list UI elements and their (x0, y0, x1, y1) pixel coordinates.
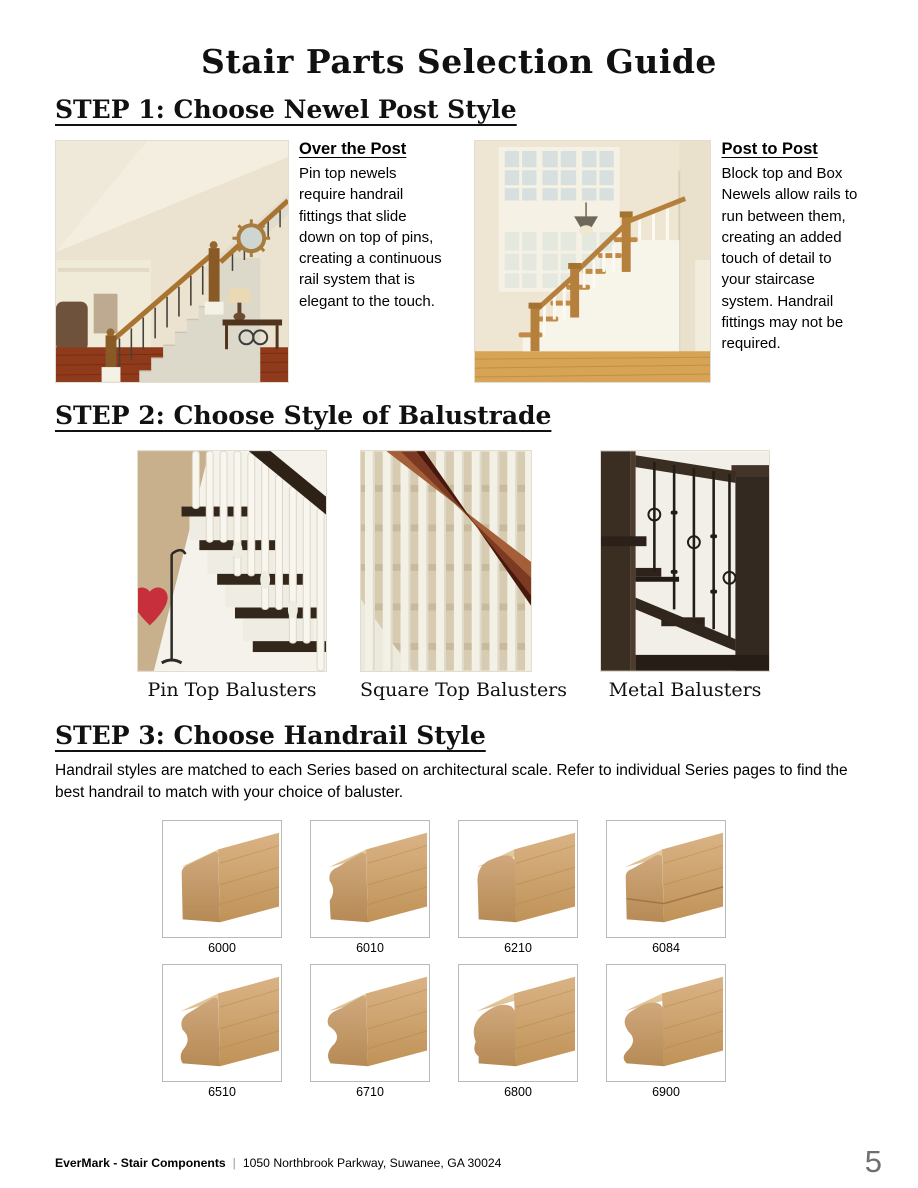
post-to-post-staircase-image (474, 140, 711, 383)
footer-address: 1050 Northbrook Parkway, Suwanee, GA 30024 (242, 1156, 502, 1170)
handrail-card (310, 820, 430, 955)
step3-heading: STEP 3: Choose Handrail Style (55, 721, 486, 750)
footer-separator: | (232, 1156, 236, 1170)
photo-square-top-balusters (360, 450, 567, 701)
handrail-grid (162, 820, 918, 1099)
handrail-6800-image (458, 964, 578, 1082)
step1-heading: STEP 1: Choose Newel Post Style (55, 95, 517, 124)
handrail-label: 6000 (208, 941, 236, 955)
handrail-label: 6210 (504, 941, 532, 955)
handrail-label: 6800 (504, 1085, 532, 1099)
handrail-6000-image (162, 820, 282, 938)
handrail-card (606, 820, 726, 955)
handrail-6900-image (606, 964, 726, 1082)
handrail-card (162, 820, 282, 955)
caption-pin-top-balusters: Pin Top Balusters (147, 679, 317, 701)
handrail-card (310, 964, 430, 1099)
handrail-6010-image (310, 820, 430, 938)
handrail-label: 6510 (208, 1085, 236, 1099)
footer (55, 1156, 501, 1170)
step1-content (55, 140, 863, 383)
over-the-post-description: Pin top newels require handrail fittings that slide down on top of pins, creating a continuous rail system that is elegant to the touch. (299, 165, 442, 310)
post-to-post-description: Block top and Box Newels allow rails to run between them, creating an added touch of detail to your staircase system. Handrail fittings may not be required. (721, 165, 858, 353)
handrail-card (458, 820, 578, 955)
caption-square-top-balusters: Square Top Balusters (360, 679, 568, 701)
post-to-post-blurb (721, 140, 863, 383)
post-to-post-heading: Post to Post (721, 140, 818, 158)
photo-metal-balusters (600, 450, 770, 701)
pin-top-balusters-image (137, 450, 327, 672)
photo-post-to-post (474, 140, 711, 383)
handrail-label: 6900 (652, 1085, 680, 1099)
caption-metal-balusters: Metal Balusters (608, 679, 762, 701)
over-the-post-blurb (299, 140, 446, 383)
square-top-balusters-image (360, 450, 532, 672)
over-the-post-heading: Over the Post (299, 140, 407, 158)
handrail-label: 6010 (356, 941, 384, 955)
handrail-6210-image (458, 820, 578, 938)
handrail-card (458, 964, 578, 1099)
handrail-label: 6084 (652, 941, 680, 955)
photo-over-the-post (55, 140, 289, 383)
handrail-card (606, 964, 726, 1099)
photo-pin-top-balusters (137, 450, 327, 701)
handrail-card (162, 964, 282, 1099)
footer-brand: EverMark - Stair Components (55, 1156, 226, 1170)
handrail-6510-image (162, 964, 282, 1082)
page-number: 5 (864, 1144, 882, 1179)
step2-heading: STEP 2: Choose Style of Balustrade (55, 401, 552, 430)
handrail-label: 6710 (356, 1085, 384, 1099)
handrail-6084-image (606, 820, 726, 938)
step2-content (137, 450, 918, 701)
metal-balusters-image (600, 450, 770, 672)
handrail-6710-image (310, 964, 430, 1082)
page-title: Stair Parts Selection Guide (201, 42, 717, 81)
over-the-post-staircase-image (55, 140, 289, 383)
step3-description: Handrail styles are matched to each Series based on architectural scale. Refer to individual Series pages to find the best handrail to match with your choice of baluster. (55, 762, 848, 801)
